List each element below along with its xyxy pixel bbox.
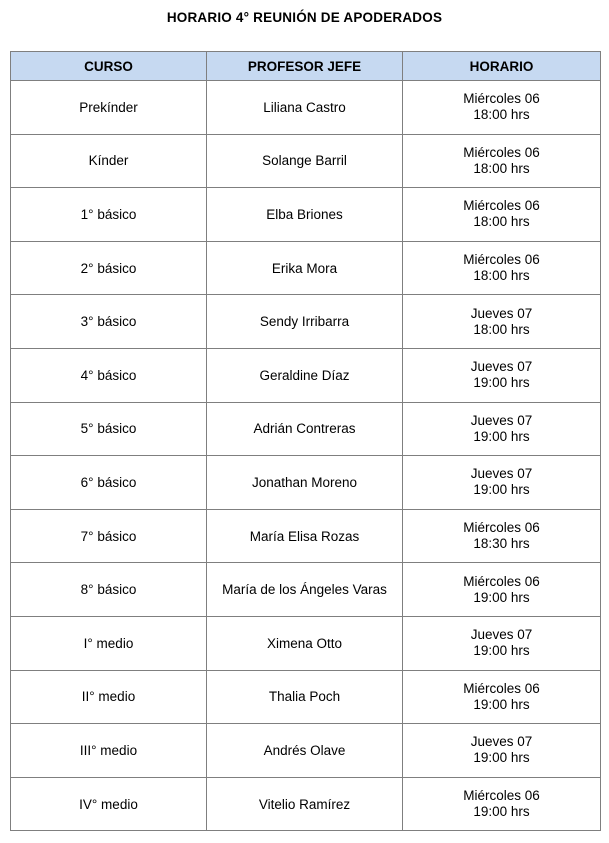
cell-profesor-jefe: Ximena Otto: [207, 616, 403, 670]
horario-hora: 18:00 hrs: [473, 321, 530, 337]
horario-dia: Miércoles 06: [463, 198, 540, 214]
cell-curso: 3° básico: [11, 295, 207, 349]
cell-curso: II° medio: [11, 670, 207, 724]
cell-horario: [403, 724, 601, 778]
cell-curso: 8° básico: [11, 563, 207, 617]
cell-horario: [403, 188, 601, 242]
table-row: [11, 456, 601, 510]
horario-dia: Jueves 07: [470, 305, 533, 321]
table-row: [11, 402, 601, 456]
cell-horario: [403, 348, 601, 402]
cell-curso: 4° básico: [11, 348, 207, 402]
cell-profesor-jefe: Adrián Contreras: [207, 402, 403, 456]
horario-dia: Miércoles 06: [463, 680, 540, 696]
horario-hora: 19:00 hrs: [473, 589, 530, 605]
cell-horario: [403, 456, 601, 510]
cell-profesor-jefe: Vitelio Ramírez: [207, 777, 403, 831]
horario-dia: Miércoles 06: [463, 252, 540, 268]
cell-curso: IV° medio: [11, 777, 207, 831]
cell-profesor-jefe: Elba Briones: [207, 188, 403, 242]
cell-curso: Prekínder: [11, 81, 207, 135]
horario-dia: Miércoles 06: [463, 91, 540, 107]
cell-horario: [403, 295, 601, 349]
horario-dia: Jueves 07: [470, 466, 533, 482]
cell-profesor-jefe: Geraldine Díaz: [207, 348, 403, 402]
cell-curso: 6° básico: [11, 456, 207, 510]
horario-dia: Miércoles 06: [463, 520, 540, 536]
table-row: [11, 777, 601, 831]
cell-profesor-jefe: María de los Ángeles Varas: [207, 563, 403, 617]
cell-curso: 5° básico: [11, 402, 207, 456]
cell-horario: [403, 241, 601, 295]
table-row: [11, 509, 601, 563]
cell-horario: [403, 670, 601, 724]
table-row: [11, 81, 601, 135]
cell-curso: 2° básico: [11, 241, 207, 295]
header-horario: HORARIO: [403, 52, 601, 81]
table-row: [11, 188, 601, 242]
cell-profesor-jefe: Liliana Castro: [207, 81, 403, 135]
cell-horario: [403, 509, 601, 563]
header-profesor-jefe: PROFESOR JEFE: [207, 52, 403, 81]
horario-hora: 18:00 hrs: [473, 160, 530, 176]
cell-curso: Kínder: [11, 134, 207, 188]
cell-curso: 1° básico: [11, 188, 207, 242]
cell-profesor-jefe: Thalia Poch: [207, 670, 403, 724]
cell-profesor-jefe: Sendy Irribarra: [207, 295, 403, 349]
cell-curso: 7° básico: [11, 509, 207, 563]
table-row: [11, 295, 601, 349]
cell-horario: [403, 402, 601, 456]
horario-dia: Jueves 07: [470, 734, 533, 750]
horario-hora: 19:00 hrs: [473, 750, 530, 766]
table-row: [11, 563, 601, 617]
horario-dia: Jueves 07: [470, 627, 533, 643]
cell-curso: I° medio: [11, 616, 207, 670]
table-header-row: [11, 52, 601, 81]
horario-hora: 19:00 hrs: [473, 643, 530, 659]
horario-dia: Jueves 07: [470, 412, 533, 428]
cell-profesor-jefe: Solange Barril: [207, 134, 403, 188]
horario-hora: 19:00 hrs: [473, 804, 530, 820]
table-row: [11, 348, 601, 402]
table-row: [11, 724, 601, 778]
header-curso: CURSO: [11, 52, 207, 81]
horario-dia: Miércoles 06: [463, 573, 540, 589]
cell-profesor-jefe: Erika Mora: [207, 241, 403, 295]
table-row: [11, 616, 601, 670]
page-title: HORARIO 4° REUNIÓN DE APODERADOS: [166, 10, 443, 25]
cell-horario: [403, 563, 601, 617]
cell-horario: [403, 81, 601, 135]
schedule-table: [10, 51, 601, 831]
horario-hora: 18:00 hrs: [473, 268, 530, 284]
horario-dia: Miércoles 06: [463, 144, 540, 160]
horario-hora: 18:00 hrs: [473, 107, 530, 123]
cell-horario: [403, 134, 601, 188]
cell-curso: III° medio: [11, 724, 207, 778]
cell-profesor-jefe: María Elisa Rozas: [207, 509, 403, 563]
table-row: [11, 134, 601, 188]
cell-horario: [403, 777, 601, 831]
horario-hora: 19:00 hrs: [473, 696, 530, 712]
cell-profesor-jefe: Andrés Olave: [207, 724, 403, 778]
horario-hora: 19:00 hrs: [473, 375, 530, 391]
cell-profesor-jefe: Jonathan Moreno: [207, 456, 403, 510]
horario-dia: Miércoles 06: [463, 788, 540, 804]
horario-dia: Jueves 07: [470, 359, 533, 375]
horario-hora: 19:00 hrs: [473, 482, 530, 498]
cell-horario: [403, 616, 601, 670]
horario-hora: 19:00 hrs: [473, 428, 530, 444]
table-row: [11, 670, 601, 724]
horario-hora: 18:30 hrs: [473, 536, 530, 552]
table-row: [11, 241, 601, 295]
horario-hora: 18:00 hrs: [473, 214, 530, 230]
